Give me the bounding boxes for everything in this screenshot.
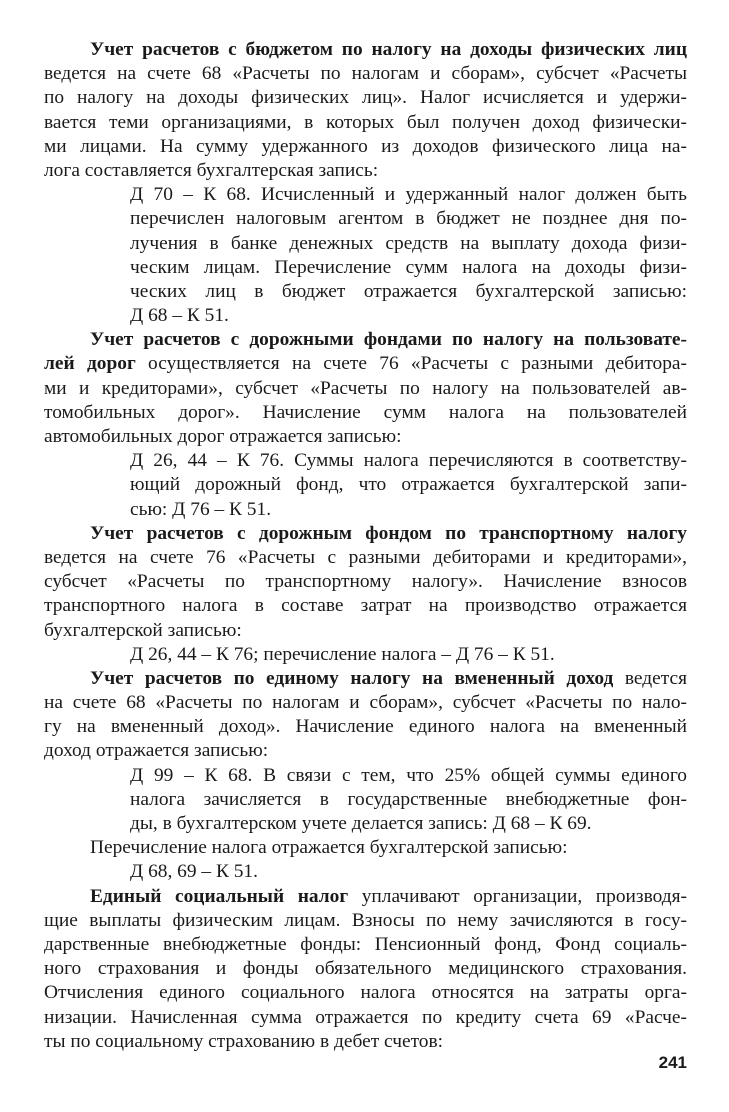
text-line: ми лицами. На сумму удержанного из доходов физического лица на-: [44, 135, 687, 157]
text-line: ческих лиц в бюджет отражается бухгалтерской записью:: [130, 280, 687, 302]
text-line: перечислен налоговым агентом в бюджет не позднее дня по-: [130, 208, 687, 230]
text-line: субсчет «Расчеты по транспортному налогу». Начисление взносов: [44, 571, 687, 593]
text-line: [44, 38, 687, 62]
text-line: ющий дорожный фонд, что отражается бухгалтерской запи-: [130, 474, 687, 496]
text-line: сью: Д 76 – К 51.: [130, 498, 272, 520]
text-line: по налогу на доходы физических лиц». Налог исчисляется и удержи-: [44, 87, 687, 109]
text-line: ного страхования и фонды обязательного медицинского страхования.: [44, 958, 687, 980]
text-line: Д 68 – К 51.: [130, 305, 229, 327]
text-line: транспортного налога в составе затрат на производство отражается: [44, 595, 687, 617]
text-line: ды, в бухгалтерском учете делается запись: Д 68 – К 69.: [130, 813, 592, 834]
text-line: ведется на счете 68 «Расчеты по налогам и сборам», субсчет «Расчеты: [44, 63, 687, 85]
text-line: Д 26, 44 – К 76. Суммы налога перечисляются в соответству-: [130, 450, 687, 472]
text-line: Д 26, 44 – К 76; перечисление налога – Д 76 – К 51.: [130, 643, 555, 665]
entry-block-road-users: [44, 449, 687, 522]
text-line: томобильных дорог». Начисление сумм налога на пользователей: [44, 401, 687, 423]
paragraph-road-users: [44, 328, 687, 449]
text-line: щие выплаты физическим лицам. Взносы по нему зачисляются в госу-: [44, 909, 687, 931]
entry-block-transfer: [44, 860, 687, 884]
text-line: гу на вмененный доход». Начисление единого налога на вмененный: [44, 716, 687, 738]
text-line: бухгалтерской записью:: [44, 619, 242, 641]
paragraph-transport-tax: [44, 522, 687, 643]
bold-lead: Единый социальный налог: [90, 885, 349, 907]
bold-lead: Учет расчетов по единому налогу на вмененный доход: [90, 667, 614, 689]
text-line: Перечисление налога отражается бухгалтерской записью:: [90, 837, 568, 859]
entry-block-imputed-income: [44, 764, 687, 837]
bold-lead: лей дорог: [44, 353, 136, 375]
text-line: дарственные внебюджетные фонды: Пенсионный фонд, Фонд социаль-: [44, 933, 687, 955]
text-line: вается теми организациями, в которых был получен доход физически-: [44, 111, 687, 133]
text-line: Д 68, 69 – К 51.: [130, 861, 258, 883]
text-line: на счете 68 «Расчеты по налогам и сборам», субсчет «Расчеты по нало-: [44, 692, 687, 714]
entry-block-transport-tax: [44, 643, 687, 667]
paragraph-ndfl: [44, 38, 687, 183]
text-line: Учет расчетов по единому налогу на вмененный доход ведется: [90, 667, 687, 689]
page-number: 241: [658, 1053, 687, 1072]
text-line: [44, 328, 687, 352]
paragraph-imputed-income: [44, 667, 687, 764]
text-line: лога составляется бухгалтерская запись:: [44, 159, 379, 181]
text-line: ведется на счете 76 «Расчеты с разными дебиторами и кредиторами»,: [44, 546, 687, 568]
text-line: ческим лицам. Перечисление сумм налога на доходы физи-: [130, 256, 687, 278]
paragraph-transfer: [44, 836, 687, 860]
text-line: ты по социальному страхованию в дебет счетов:: [44, 1030, 444, 1052]
bold-lead: Учет расчетов с дорожным фондом по транспортному налогу: [90, 522, 687, 544]
text-line: автомобильных дорог отражается записью:: [44, 426, 402, 447]
entry-block-ndfl: [44, 183, 687, 328]
paragraph-social-tax: [44, 885, 687, 1054]
text-line: Д 70 – К 68. Исчисленный и удержанный налог должен быть: [130, 184, 687, 206]
text-line: низации. Начисленная сумма отражается по кредиту счета 69 «Расче-: [44, 1006, 687, 1028]
text-line: доход отражается записью:: [44, 740, 269, 762]
bold-lead: Учет расчетов с дорожными фондами по налогу на пользовате-: [90, 329, 687, 351]
text-line: Д 99 – К 68. В связи с тем, что 25% общей суммы единого: [130, 764, 687, 786]
text-line: налога зачисляется в государственные внебюджетные фон-: [130, 788, 687, 810]
text-line: лей дорог осуществляется на счете 76 «Расчеты с разными дебитора-: [44, 353, 687, 375]
text-line: ми и кредиторами», субсчет «Расчеты по налогу на пользователей ав-: [44, 377, 687, 399]
text-line: Единый социальный налог уплачивают организации, производя-: [90, 885, 687, 907]
text-line: [44, 522, 687, 546]
bold-lead: Учет расчетов с бюджетом по налогу на доходы физических лиц: [90, 39, 687, 60]
text-line: лучения в банке денежных средств на выплату дохода физи-: [130, 232, 687, 254]
page-body: [44, 38, 687, 1054]
text-line: Отчисления единого социального налога относятся на затраты орга-: [44, 982, 687, 1004]
